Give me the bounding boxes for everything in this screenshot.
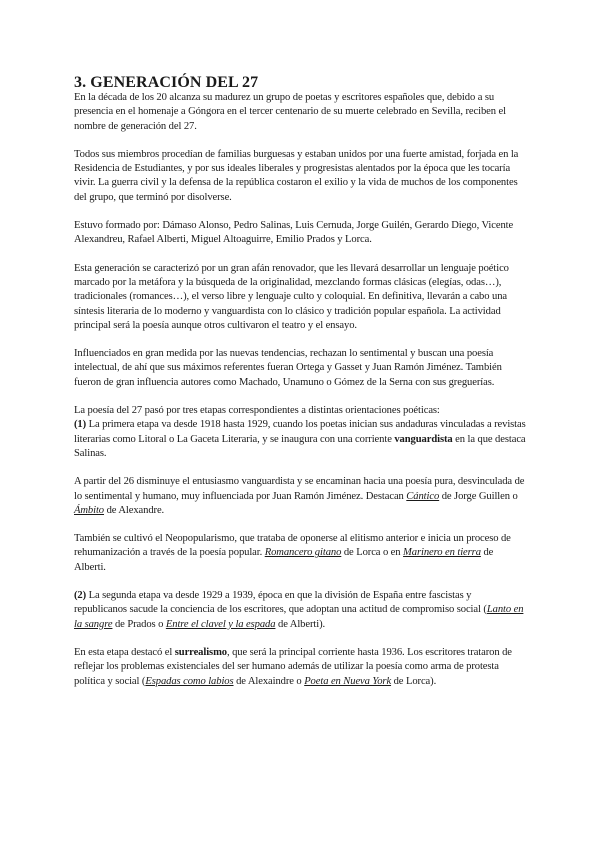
paragraph-intro: En la década de los 20 alcanza su madurez un grupo de poetas y escritores españoles que, debido a su presencia en el homenaje a Góngora en el tercer centenario de su muerte celebrado en Sevilla, reciben el nombre de generación del 27. [74,92,506,132]
stage2-text-a: La segunda etapa va desde 1929 a 1939, época en que la división de España entre fascistas y republicanos sacude la conciencia de los escritores, que adoptan una actitud de compromiso social ( [74,590,487,616]
section-title: 3. GENERACIÓN DEL 27 [74,74,259,91]
surrealismo-text-b: , que será la principal corriente hasta 1936. Los escritores trataron de reflejar los problemas existenciales del ser humano además de utilizar la poesía como arma de protesta política y social ( [74,646,512,687]
neopop-text-b: de Lorca o en [341,547,404,559]
surrealismo-text-d: de Lorca). [391,675,437,687]
paragraph-characteristics: Esta generación se caracterizó por un gran afán renovador, que les llevará desarrollar un lenguaje poético marcado por la metáfora y la búsqueda de la originalidad, mezclando formas clásicas (elegías, odas…), tradicionales (romances…), el verso libre y lenguaje culto y coloquial. En definitiva, llevarán a cabo una síntesis literaria de lo moderno y vanguardista con lo clásico y tradición popular española. La actividad principal será la poesía aunque otros cultivaron el teatro y el ensayo. [74,262,509,331]
paragraph-second-stage [74,589,526,632]
work-title-romancero-gitano: Romancero gitano [264,547,342,559]
stage1-text-b: en la que destaca Salinas. [74,433,526,459]
paragraph-members-background: Todos sus miembros procedían de familias burguesas y estaban unidos por una fuerte amistad, forjada en la Residencia de Estudiantes, y por sus ideales liberales y progresistas alentados por la época que les tocaría vivir. La guerra civil y la defensa de la república costaron el exilio y la vida de muchos de los componentes del grupo, que terminó por disolverse. [74,148,519,203]
stage-number-1: (1) [74,419,87,431]
paragraph-surrealismo [74,646,526,689]
work-title-llanto-en-la-sangre: Lanto en la sangre [74,604,524,630]
work-title-entre-el-clavel: Entre el clavel y la espada [165,618,276,630]
work-title-espadas-como-labios: Espadas como labios [145,675,234,687]
neopop-text-c: de Alberti. [74,547,494,573]
paragraph-stages-intro [74,404,526,461]
stage2-text-c: de Alberti). [275,618,326,630]
surrealismo-text-c: de Alexaindre o [233,675,305,687]
work-title-marinero-en-tierra: Marinero en tierra [403,547,481,559]
work-title-cantico: Cántico [406,490,440,502]
surrealismo-text-a: En esta etapa destacó el [74,646,175,658]
stage2-text-b: de Prados o [112,618,166,630]
stage-number-2: (2) [74,590,87,602]
bold-term-vanguardista: vanguardista [394,433,453,445]
work-title-ambito: Ámbito [74,504,105,516]
stage1-text-a: La primera etapa va desde 1918 hasta 1929, cuando los poetas inician sus andaduras vinculadas a revistas literarias como Litoral o La Gaceta Literaria, y se inaugura con una corriente [74,419,526,445]
pure-poetry-text-b: de Jorge Guillen o [439,490,518,502]
stages-intro-text: La poesía del 27 pasó por tres etapas correspondientes a distintas orientaciones poéticas: [74,405,440,417]
paragraph-influences: Influenciados en gran medida por las nuevas tendencias, rechazan lo sentimental y buscan una poesía intelectual, de ahí que sus máximos referentes fueran Ortega y Gasset y Juan Ramón Jiménez. También fueron de gran influencia autores como Machado, Unamuno o Gómez de la Serna con sus greguerías. [74,348,502,388]
bold-term-surrealismo: surrealismo [174,646,228,658]
paragraph-members-list: Estuvo formado por: Dámaso Alonso, Pedro Salinas, Luis Cernuda, Jorge Guilén, Gerardo Diego, Vicente Alexandreu, Rafael Alberti, Miguel Altoaguirre, Emilio Prados y Lorca. [74,220,514,246]
neopop-text-a: También se cultivó el Neopopularismo, que trataba de oponerse al elitismo anterior e inicia un proceso de rehumanización a través de la poesía popular. [74,533,511,559]
paragraph-neopopularismo [74,532,526,575]
document-page [74,74,526,689]
paragraph-pure-poetry [74,475,526,518]
pure-poetry-text-a: A partir del 26 disminuye el entusiasmo vanguardista y se encaminan hacia una poesía pura, desvinculada de lo sentimental y humano, muy influenciada por Juan Ramón Jiménez. Destacan [74,476,525,502]
work-title-poeta-en-nueva-york: Poeta en Nueva York [304,675,392,687]
pure-poetry-text-c: de Alexandre. [104,504,165,516]
